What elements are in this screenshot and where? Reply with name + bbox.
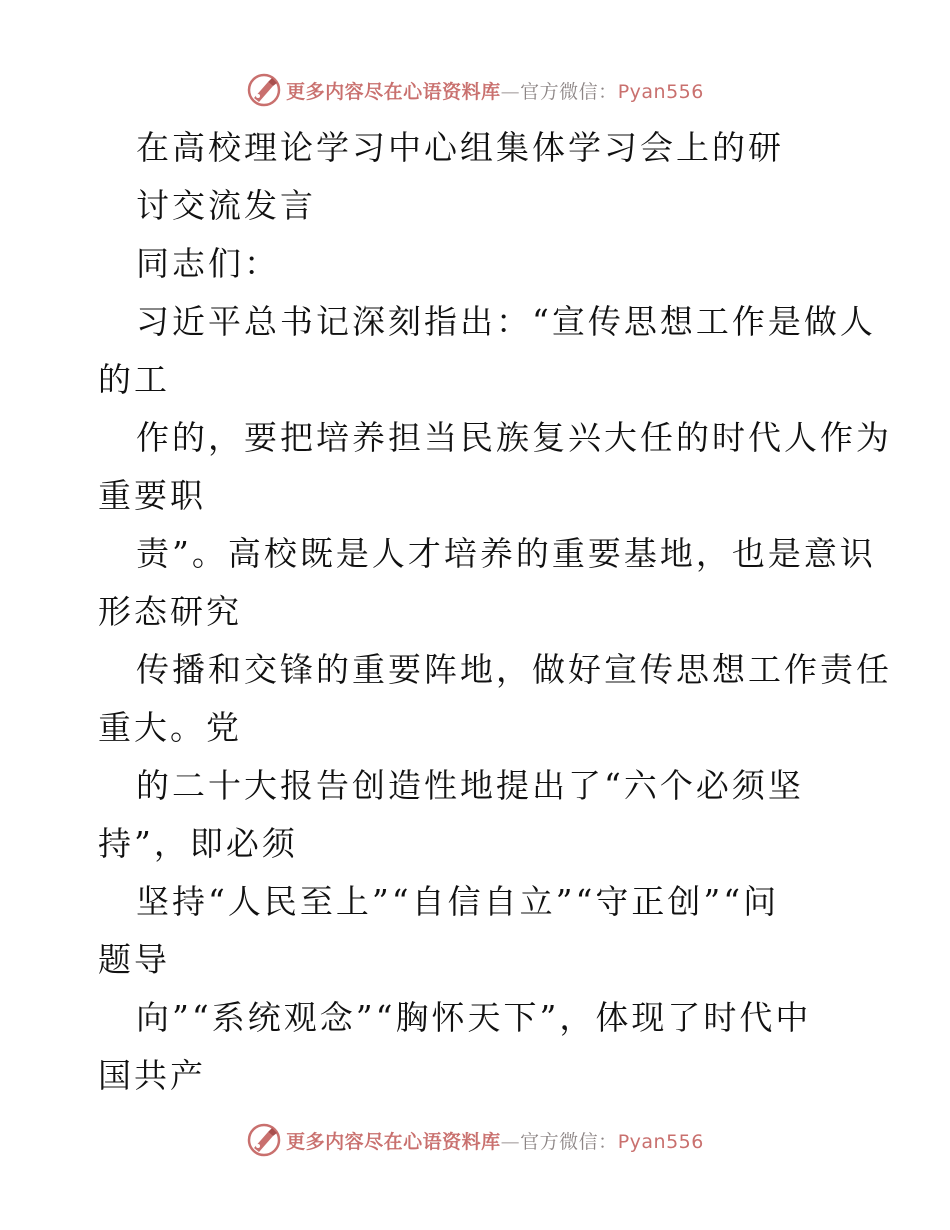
watermark-wechat-label: 官方微信： bbox=[520, 80, 618, 103]
watermark-banner-bottom bbox=[0, 1118, 950, 1162]
document-title-line-1: 在高校理论学习中心组集体学习会上的研 bbox=[136, 128, 784, 167]
paragraph-line: 坚持“人民至上”“自信自立”“守正创”“问 bbox=[136, 882, 780, 921]
pen-logo-icon bbox=[246, 72, 282, 108]
pen-logo-icon bbox=[246, 1122, 282, 1158]
paragraph-line: 的二十大报告创造性地提出了“六个必须坚 bbox=[136, 766, 804, 805]
watermark-text bbox=[286, 77, 704, 104]
paragraph-line: 题导 bbox=[98, 940, 170, 979]
watermark-banner-top bbox=[0, 68, 950, 112]
paragraph-line: 重大。党 bbox=[98, 708, 242, 747]
paragraph-line: 传播和交锋的重要阵地，做好宣传思想工作责任 bbox=[136, 650, 892, 689]
watermark-brand: 更多内容尽在心语资料库 bbox=[286, 1130, 501, 1153]
watermark-brand: 更多内容尽在心语资料库 bbox=[286, 80, 501, 103]
paragraph-line: 习近平总书记深刻指出：“宣传思想工作是做人 bbox=[136, 302, 876, 341]
salutation: 同志们： bbox=[136, 244, 280, 283]
watermark-wechat-label: 官方微信： bbox=[520, 1130, 618, 1153]
watermark-text bbox=[286, 1127, 704, 1154]
paragraph-line: 国共产 bbox=[98, 1056, 206, 1095]
paragraph-line: 责”。高校既是人才培养的重要基地，也是意识 bbox=[136, 534, 876, 573]
watermark-handle: Pyan556 bbox=[617, 80, 704, 103]
paragraph-line: 的工 bbox=[98, 360, 170, 399]
paragraph-line: 形态研究 bbox=[98, 592, 242, 631]
watermark-handle: Pyan556 bbox=[617, 1130, 704, 1153]
paragraph-line: 向”“系统观念”“胸怀天下”，体现了时代中 bbox=[136, 998, 812, 1037]
watermark-separator: — bbox=[500, 80, 521, 103]
paragraph-line: 重要职 bbox=[98, 476, 206, 515]
watermark-separator: — bbox=[500, 1130, 521, 1153]
paragraph-line: 作的，要把培养担当民族复兴大任的时代人作为 bbox=[136, 418, 892, 457]
document-title-line-2: 讨交流发言 bbox=[136, 186, 316, 225]
paragraph-line: 持”，即必须 bbox=[98, 824, 298, 863]
